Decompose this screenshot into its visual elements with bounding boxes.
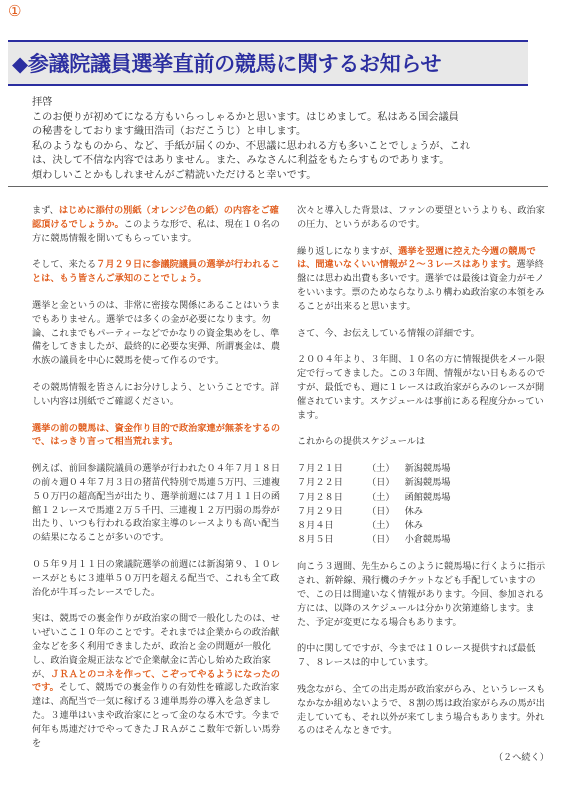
title-banner <box>8 40 528 86</box>
paragraph: 向こう３週間、先生からこのように競馬場に行くように指示され、新幹線、飛行機のチケットなども手配していますので、この日は間違いなく情報があります。今回、参加される方には、以降のスケジュールは分かり次第連絡します。また、予定が変更になる場合もあります。 <box>297 561 546 628</box>
schedule-row: ８月４日 （土） 休み <box>297 519 423 531</box>
schedule-heading: これからの提供スケジュールは <box>297 436 426 448</box>
left-column <box>32 204 282 763</box>
schedule-list <box>297 462 549 547</box>
continued-note: （２へ続く） <box>493 752 549 764</box>
greeting-line: 煩わしいことかもしれませんがご精読いただけると幸いです。 <box>32 169 317 181</box>
schedule-row: ８月５日 （日） 小倉競馬場 <box>297 534 451 546</box>
section-divider <box>8 186 548 187</box>
paragraph: さて、今、お伝えしている情報の詳細です。 <box>297 327 480 339</box>
paragraph: 次々と導入した背景は、ファンの要望というよりも、政治家の圧力、というがあるのです。 <box>297 205 545 230</box>
paragraph: その競馬情報を皆さんにお分けしよう、ということです。詳しい内容は別紙でご確認ください。 <box>32 381 280 407</box>
greeting-line: このお便りが初めてになる方もいらっしゃるかと思います。はじめまして。私はある国会議員 <box>32 111 459 123</box>
greeting-line: 拝啓 <box>32 97 53 108</box>
paragraph: そして、来たる７月２９日に参議院議員の選挙が行われることは、もう皆さんご承知のことでしょう。 <box>32 259 280 285</box>
schedule-row: ７月２８日 （土） 函館競馬場 <box>297 491 451 503</box>
highlight-text: ＪＲＡとのコネを作って、こぞってやるようになったのです。 <box>32 668 280 694</box>
highlight-text: 選挙を翌週に控えた今週の競馬では、間違いなくいい情報が２～３レースはあります。 <box>297 245 536 271</box>
paragraph: 繰り返しになりますが、選挙を翌週に控えた今週の競馬では、間違いなくいい情報が２～３レースはあります。選挙終盤には思わぬ出費も多いです。選挙では最後は資金力がモノをいいます。票のためならなりふり構わぬ政治家の本領をみることが出来ると思います。 <box>297 245 545 312</box>
paragraph: 的中に関してですが、今までは１０レース提供すれば最低７、８レースは的中しています。 <box>297 643 536 669</box>
greeting-line: 私のようなものから、など、手紙が届くのか、不思議に思われる方も多いことでしょうが、これ <box>32 140 471 152</box>
right-column <box>297 204 549 778</box>
page-title: ◆参議院議員選挙直前の競馬に関するお知らせ <box>12 52 442 76</box>
paragraph: ２００４年より、３年間、１０名の方に情報提供をメール限定で行ってきました。この３年間、情報がない日もあるのですが、最低でも、週に１レースは政治家がらみのレースが開催されています。スケジュールは事前にある程度分かっています。 <box>297 354 546 421</box>
schedule-row: ７月２９日 （日） 休み <box>297 505 423 517</box>
paragraph: 残念ながら、全ての出走馬が政治家がらみ、というレースもなかなか組めないようで、８割の馬は政治家がらみの馬が出走していても、それ以外が来てしまう場合もあります。外れるのはそんなときです。 <box>297 683 546 737</box>
greeting-line: の秘書をしております織田浩司（おだこうじ）と申します。 <box>32 126 307 138</box>
paragraph: まず、はじめに添付の別紙（オレンジ色の紙）の内容をご確認頂けるでしょうか。このような形で、私は、現在１０名の方に競馬情報を開いてもらっています。 <box>32 205 280 244</box>
paragraph: 例えば、前回参議院議員の選挙が行われた０４年７月１８日の前々週０４年７月３日の猪苗代特別で馬連５万円、三連複５０万円の超高配当が出たり、選挙前週には７月１１日の函館１２レースで馬連２万５千円、三連複１２万円弱の馬券が出たり、いつも行われる政治家主導のレースよりも高い配当の結果になることが多いのです。 <box>32 463 281 544</box>
paragraph: 選挙と金というのは、非常に密接な関係にあることはいうまでもありません。選挙では多くの金が必要になります。勿論、これまでもパーティーなどでかなりの資金集めをし、準備をしてきましたが、最終的に必要な実弾、所謂裏金は、農水族の議員を中心に競馬を使って作るのです。 <box>32 299 281 367</box>
highlight-text: はじめに添付の別紙（オレンジ色の紙）の内容をご確認頂けるでしょうか。 <box>32 205 279 230</box>
highlight-paragraph: 選挙の前の競馬は、資金作り目的で政治家達が無茶をするので、はっきり言って相当荒れます。 <box>32 422 281 448</box>
schedule-row: ７月２２日 （日） 新潟競馬場 <box>297 477 451 489</box>
greeting-line: は、決して不信な内容ではありません。また、みなさんに利益をもたらすものであります。 <box>32 155 450 167</box>
highlight-text: ７月２９日に参議院議員の選挙が行われることは、もう皆さんご承知のことでしょう。 <box>32 259 280 285</box>
page-number: ① <box>8 2 22 20</box>
greeting-block <box>32 96 557 184</box>
paragraph: 実は、競馬での裏金作りが政治家の間で一般化したのは、せいぜいここ１０年のことです。それまでは企業からの政治献金などを多く利用できましたが、政治と金の問題が一般化し、政治資金規正法などで企業献金に苦心し始めた政治家が、ＪＲＡとのコネを作って、こぞってやるようになったのです。そして、競馬での裏金作りの有効性を確認した政治家達は、高配当で一気に稼げる３連単馬券の導入を急ぎました。３連単はいまや政治家にとって金のなる木です。今まで何年も馬連だけでやってきたＪＲＡがここ数年で新しい馬券を <box>32 613 281 749</box>
paragraph: ０５年９月１１日の衆議院選挙の前週には新潟第９、１０レースがともに３連単５０万円を超える配当で、これも全て政治化が牛耳ったレースでした。 <box>32 558 281 598</box>
schedule-row: ７月２１日 （土） 新潟競馬場 <box>297 463 451 475</box>
